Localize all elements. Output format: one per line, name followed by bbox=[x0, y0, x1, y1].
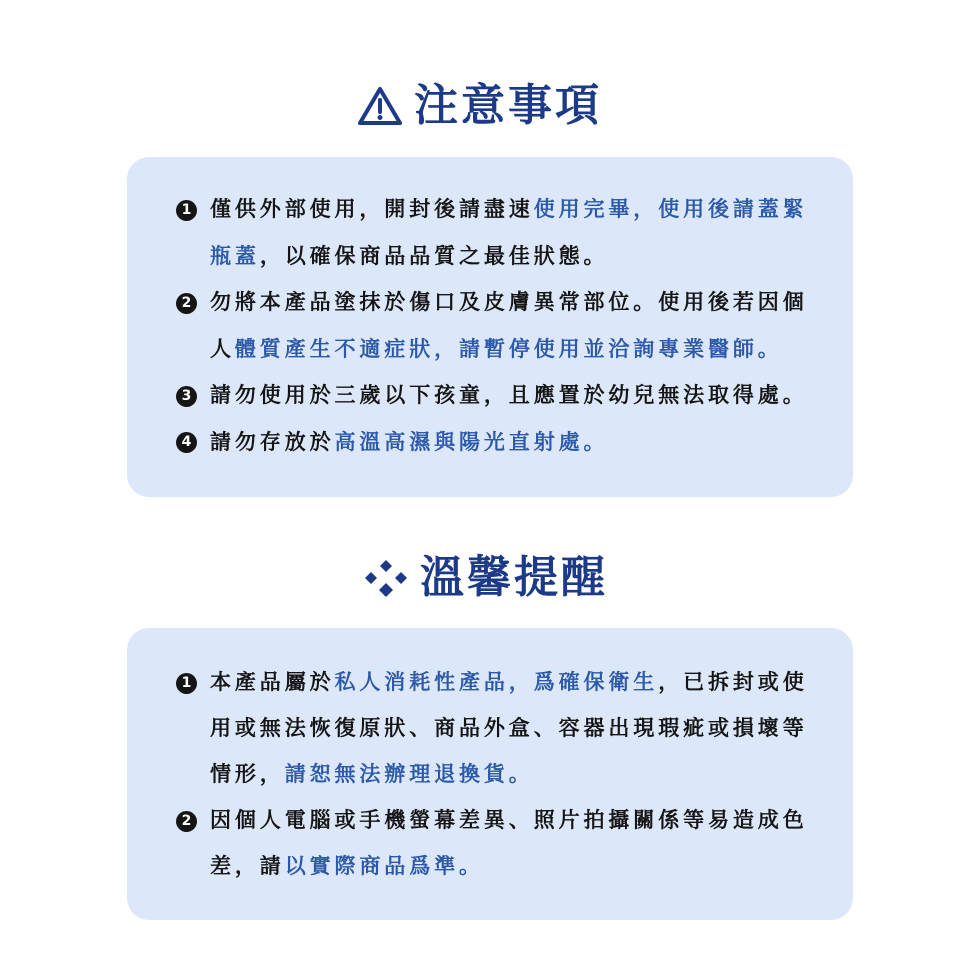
item-line bbox=[210, 420, 853, 467]
notice-heading bbox=[356, 81, 602, 131]
text-segment: 請勿使用於三歲以下孩童，且應置於幼兒無法取得處。 bbox=[210, 384, 808, 407]
text-segment: 僅供外部使用，開封後請盡速 bbox=[210, 198, 534, 221]
text-segment: 用或無法恢復原狀、商品外盒、容器出現瑕疵或損壞等 bbox=[210, 717, 808, 740]
number-badge: 2 bbox=[176, 293, 197, 314]
notice-title: 注意事項 bbox=[414, 81, 602, 130]
item-line bbox=[210, 280, 853, 327]
text-segment: 私人消耗性產品，爲確保衛生 bbox=[334, 671, 659, 694]
reminder-panel bbox=[127, 628, 853, 920]
item-line bbox=[210, 844, 853, 890]
reminder-heading bbox=[362, 553, 608, 603]
text-segment: 勿將本產品塗抹於傷口及皮膚異常部位。使用後若因個 bbox=[210, 291, 808, 314]
text-segment: 情形， bbox=[210, 763, 285, 786]
warning-icon bbox=[356, 84, 404, 128]
item-line bbox=[210, 234, 853, 281]
notice-item bbox=[127, 187, 853, 280]
notice-item bbox=[127, 373, 853, 420]
notice-item bbox=[127, 420, 853, 467]
text-segment: 因個人電腦或手機螢幕差異、照片拍攝關係等易造成色 bbox=[210, 809, 808, 832]
number-badge: 4 bbox=[176, 432, 197, 453]
item-line bbox=[210, 706, 853, 752]
item-line bbox=[210, 373, 853, 420]
text-segment: ，以確保商品品質之最佳狀態。 bbox=[259, 244, 609, 268]
text-segment: 體質產生不適症狀，請暫停使用並洽詢專業醫師。 bbox=[234, 337, 783, 361]
text-segment: ，已拆封或使 bbox=[658, 671, 808, 694]
text-segment: 高溫高濕與陽光直射處。 bbox=[334, 430, 609, 454]
reminder-item bbox=[127, 660, 853, 798]
item-line bbox=[210, 187, 853, 234]
number-badge: 1 bbox=[176, 200, 197, 221]
diamonds-icon bbox=[362, 556, 410, 600]
text-segment: 請恕無法辦理退換貨。 bbox=[284, 763, 534, 786]
item-line bbox=[210, 798, 853, 844]
number-badge: 3 bbox=[176, 386, 197, 407]
reminder-title: 溫馨提醒 bbox=[420, 553, 608, 602]
notice-item bbox=[127, 280, 853, 373]
number-badge: 2 bbox=[176, 811, 197, 832]
text-segment: 瓶蓋 bbox=[210, 244, 260, 268]
text-segment: 請勿存放於 bbox=[210, 430, 335, 454]
number-badge: 1 bbox=[176, 673, 197, 694]
item-line bbox=[210, 660, 853, 706]
text-segment: 本產品屬於 bbox=[210, 671, 335, 694]
item-line bbox=[210, 327, 853, 374]
reminder-item bbox=[127, 798, 853, 890]
text-segment: 差，請 bbox=[210, 855, 285, 878]
item-line bbox=[210, 752, 853, 798]
text-segment: 人 bbox=[210, 337, 235, 361]
text-segment: 以實際商品爲準。 bbox=[284, 855, 484, 878]
notice-panel bbox=[127, 157, 853, 497]
text-segment: 使用完畢，使用後請蓋緊 bbox=[533, 198, 808, 221]
